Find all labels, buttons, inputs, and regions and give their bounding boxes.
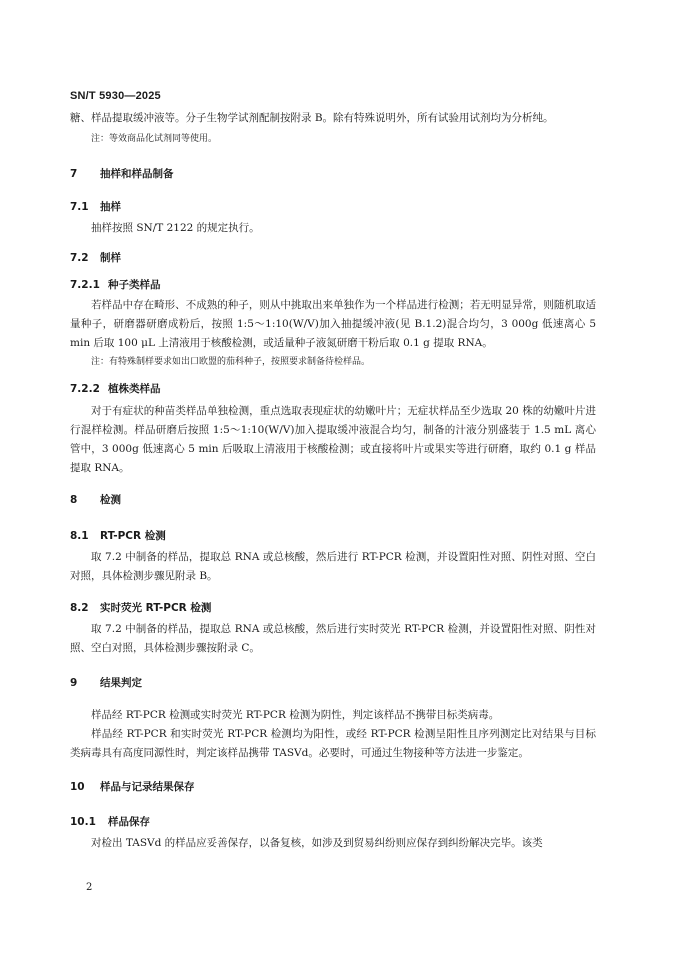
section-7-2-2-heading: [70, 381, 161, 396]
section-title: 实时荧光 RT-PCR 检测: [100, 602, 212, 614]
section-title: 检测: [100, 494, 121, 506]
continued-paragraph: 糖、样品提取缓冲液等。分子生物学试剂配制按附录 B。除有特殊说明外，所有试验用试剂均为分析纯。: [70, 112, 554, 124]
section-title: 样品与记录结果保存: [100, 781, 195, 793]
section-9-text-2: 样品经 RT-PCR 和实时荧光 RT-PCR 检测均为阳性，或经 RT-PCR 检测呈阳性且序列测定比对结果与目标类病毒具有高度同源性时，判定该样品携带 TASVd。必要时，可通过生物接种等方法进一步鉴定。: [70, 728, 596, 759]
section-8-heading: [70, 492, 121, 507]
section-number: 8.2: [70, 602, 89, 614]
section-7-2-1-text: 若样品中存在畸形、不成熟的种子，则从中挑取出来单独作为一个样品进行检测；若无明显异常，则随机取适量种子，研磨器研磨成粉后，按照 1:5～1:10(W/V)加入抽提缓冲液(见 B.1.2)混合均匀，3 000g 低速离心 5 min 后取 100 μL 上清液用于核酸检测，或适量种子液氮研磨干粉后取 0.1 g 提取 RNA。: [70, 299, 596, 349]
section-7-heading: [70, 166, 174, 181]
section-title: RT-PCR 检测: [100, 530, 166, 542]
section-title: 植株类样品: [108, 383, 161, 395]
section-title: 结果判定: [100, 677, 142, 689]
section-7-2-1-heading: [70, 277, 161, 292]
standard-number-header: SN/T 5930—2025: [70, 90, 161, 102]
note-reagents: 注：等效商品化试剂同等使用。: [91, 134, 218, 144]
section-title: 制样: [100, 252, 121, 264]
section-8-1-text: 取 7.2 中制备的样品，提取总 RNA 或总核酸，然后进行 RT-PCR 检测，并设置阳性对照、阴性对照、空白对照，具体检测步骤见附录 B。: [70, 551, 596, 582]
section-number: 10: [70, 781, 85, 793]
section-10-1-heading: [70, 814, 150, 829]
section-8-2-text: 取 7.2 中制备的样品，提取总 RNA 或总核酸，然后进行实时荧光 RT-PCR 检测，并设置阳性对照、阴性对照、空白对照，具体检测步骤按附录 C。: [70, 623, 596, 654]
note-seed-samples: 注：有特殊制样要求如出口欧盟的茄科种子，按照要求制备待检样品。: [91, 357, 371, 367]
section-10-1-text: 对检出 TASVd 的样品应妥善保存，以备复核，如涉及到贸易纠纷则应保存到纠纷解决完毕。该类: [91, 837, 543, 849]
page-number: 2: [86, 882, 93, 893]
section-9-heading: [70, 675, 142, 690]
section-number: 9: [70, 677, 78, 689]
section-8-2-heading: [70, 600, 211, 615]
section-9-text-1: 样品经 RT-PCR 检测或实时荧光 RT-PCR 检测为阴性，判定该样品不携带目标类病毒。: [91, 709, 500, 721]
section-number: 8.1: [70, 530, 89, 542]
section-number: 7.2.2: [70, 383, 100, 395]
section-number: 8: [70, 494, 78, 506]
section-title: 抽样: [100, 201, 121, 213]
section-number: 7.1: [70, 201, 89, 213]
section-7-2-2-text: 对于有症状的种苗类样品单独检测，重点选取表现症状的幼嫩叶片；无症状样品至少选取 20 株的幼嫩叶片进行混样检测。样品研磨后按照 1:5～1:10(W/V)加入提取缓冲液混合均匀，制备的汁液分别盛装于 1.5 mL 离心管中，3 000g 低速离心 5 min 后吸取上清液用于核酸检测；或直接将叶片或果实等进行研磨，取约 0.1 g 样品提取 RNA。: [70, 405, 596, 474]
section-10-heading: [70, 779, 195, 794]
section-8-1-heading: [70, 528, 166, 543]
section-title: 抽样和样品制备: [100, 168, 174, 180]
section-number: 7.2: [70, 252, 89, 264]
section-7-2-heading: [70, 250, 121, 265]
section-number: 7.2.1: [70, 279, 100, 291]
section-7-1-text: 抽样按照 SN/T 2122 的规定执行。: [91, 222, 260, 234]
section-number: 7: [70, 168, 78, 180]
section-title: 种子类样品: [108, 279, 161, 291]
section-title: 样品保存: [108, 816, 150, 828]
section-7-1-heading: [70, 199, 121, 214]
section-number: 10.1: [70, 816, 96, 828]
